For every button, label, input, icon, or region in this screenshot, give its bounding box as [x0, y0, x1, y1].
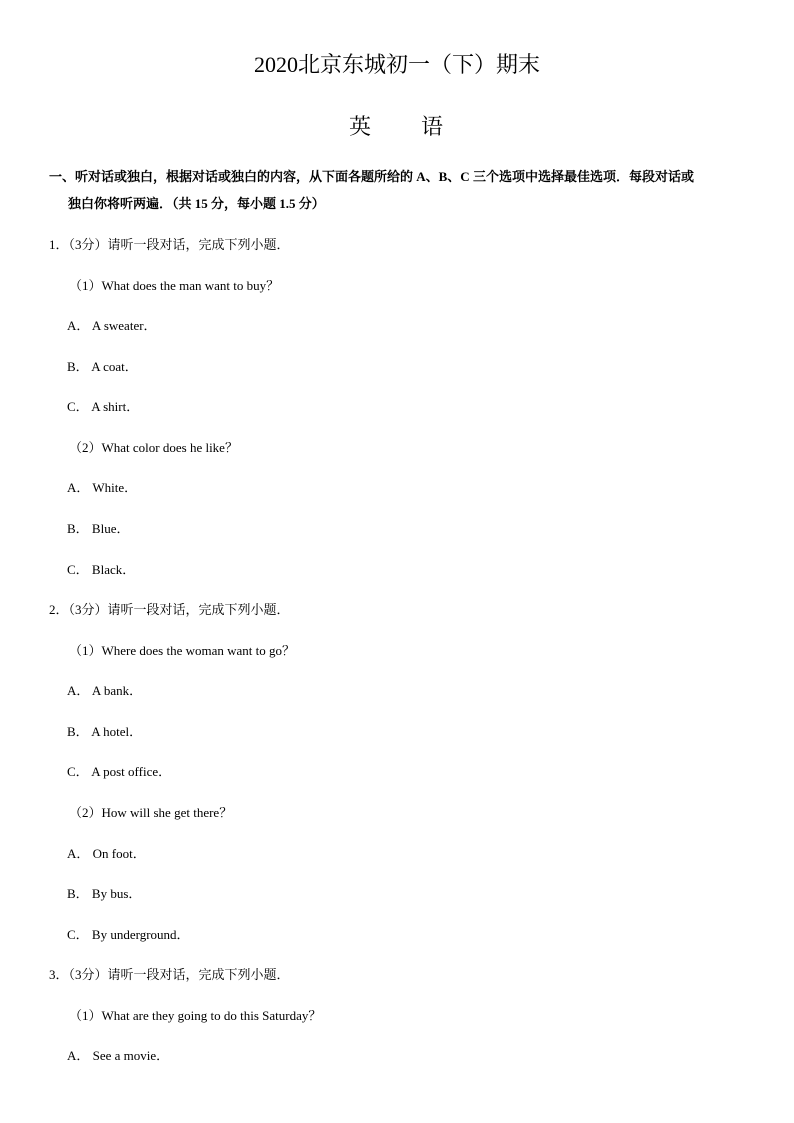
- question-1-part-2-option-c: C． Black．: [67, 562, 136, 577]
- question-3-part-1-option-a: A． See a movie．: [67, 1048, 170, 1063]
- section-instruction-line-2: 独白你将听两遍．（共 15 分，每小题 1.5 分）: [68, 196, 325, 211]
- question-2-part-2-option-b: B． By bus．: [67, 886, 142, 901]
- question-1-part-2-option-a: A． White．: [67, 480, 138, 495]
- question-1-part-1-option-c: C． A shirt．: [67, 399, 140, 414]
- question-2-part-1-option-b: B． A hotel．: [67, 724, 143, 739]
- question-1-part-1-option-b: B． A coat．: [67, 359, 138, 374]
- question-2-heading: 2．（3分）请听一段对话，完成下列小题．: [49, 602, 290, 617]
- question-1-part-2-prompt: （2）What color does he like？: [69, 440, 238, 455]
- question-2-part-2-prompt: （2）How will she get there？: [69, 805, 233, 820]
- question-2-part-1-option-c: C． A post office．: [67, 764, 172, 779]
- question-2-part-1-option-a: A． A bank．: [67, 683, 143, 698]
- question-3-heading: 3．（3分）请听一段对话，完成下列小题．: [49, 967, 290, 982]
- section-instruction-line-1: 一、听对话或独白，根据对话或独白的内容，从下面各题所给的 A、B、C 三个选项中选择最佳选项．每段对话或: [49, 169, 694, 184]
- question-1-heading: 1．（3分）请听一段对话，完成下列小题．: [49, 237, 290, 252]
- question-2-part-2-option-c: C． By underground．: [67, 927, 190, 942]
- page-title: 2020北京东城初一（下）期末: [253, 52, 540, 77]
- question-2-part-1-prompt: （1）Where does the woman want to go？: [69, 643, 296, 658]
- question-1-part-1-prompt: （1）What does the man want to buy？: [69, 278, 280, 293]
- question-3-part-1-prompt: （1）What are they going to do this Saturday？: [69, 1008, 322, 1023]
- question-2-part-2-option-a: A． On foot．: [67, 846, 146, 861]
- question-1-part-1-option-a: A． A sweater．: [67, 318, 157, 333]
- subject-heading: [0, 116, 794, 138]
- subject-char-1: 英: [348, 114, 373, 139]
- subject-char-2: 语: [421, 114, 446, 139]
- question-1-part-2-option-b: B． Blue．: [67, 521, 130, 536]
